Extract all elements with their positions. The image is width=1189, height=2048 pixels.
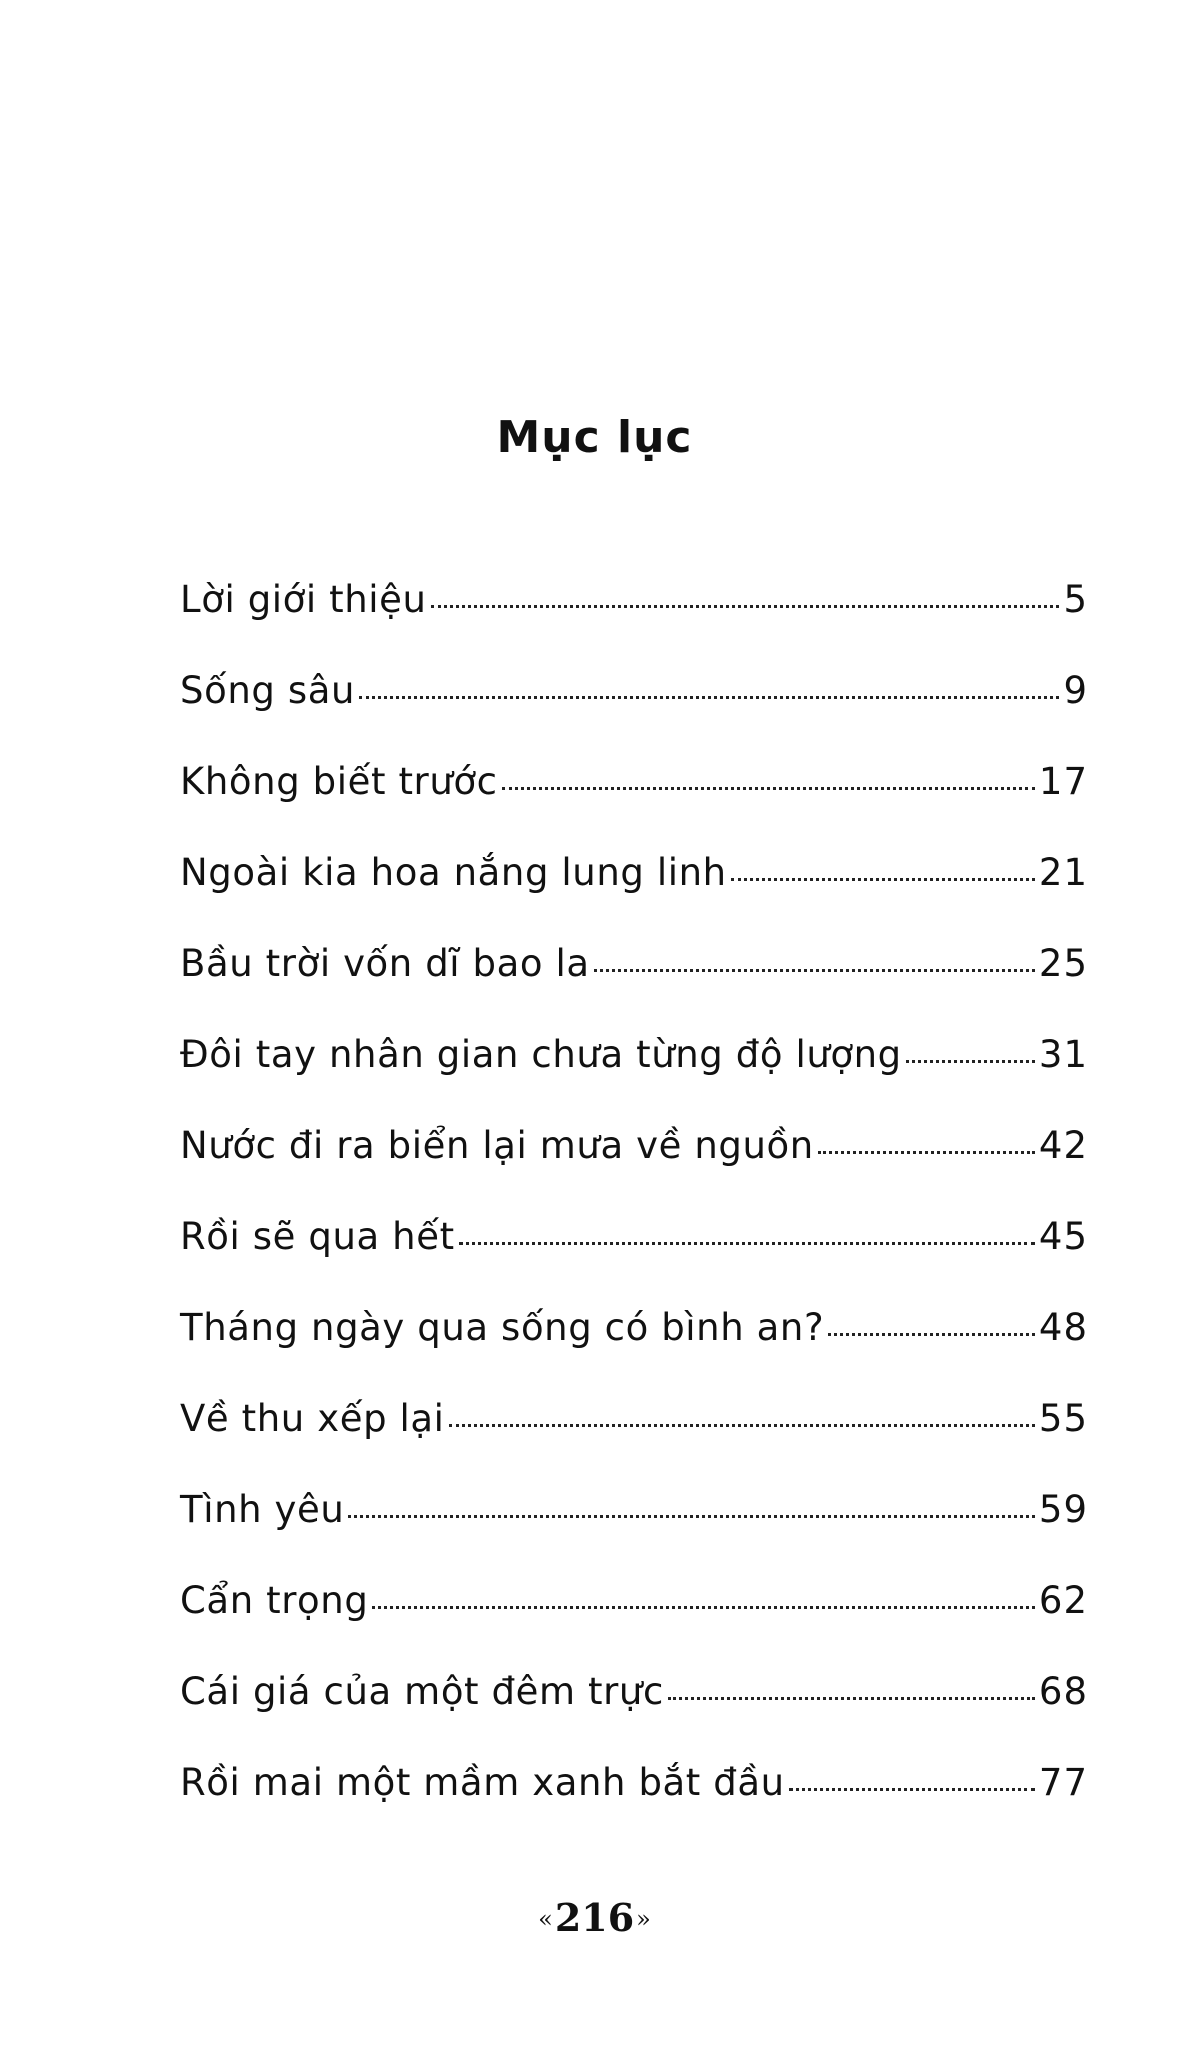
toc-entry-title: Cái giá của một đêm trực (180, 1670, 664, 1713)
toc-entry (180, 1667, 1088, 1758)
toc-entry-title: Nước đi ra biển lại mưa về nguồn (180, 1124, 814, 1167)
toc-entry (180, 1485, 1088, 1576)
toc-entry-page: 17 (1038, 760, 1088, 803)
toc-entry-page: 9 (1063, 669, 1088, 712)
dot-leader (449, 1424, 1035, 1427)
dot-leader (431, 605, 1060, 608)
toc-entry (180, 1758, 1088, 1849)
toc-entry (180, 1212, 1088, 1303)
toc-entry-title: Ngoài kia hoa nắng lung linh (180, 851, 727, 894)
dot-leader (459, 1242, 1035, 1245)
toc-entry-page: 62 (1038, 1579, 1088, 1622)
dot-leader (906, 1060, 1035, 1063)
page-number: 216 (554, 1895, 635, 1940)
dot-leader (818, 1151, 1035, 1154)
toc-entry-title: Không biết trước (180, 760, 498, 803)
toc-entry-title: Lời giới thiệu (180, 578, 427, 621)
toc-entry (180, 939, 1088, 1030)
toc-entry (180, 1121, 1088, 1212)
toc-title: Mục lục (496, 412, 693, 463)
dot-leader (789, 1788, 1035, 1791)
dot-leader (348, 1515, 1034, 1518)
toc-entry-page: 5 (1063, 578, 1088, 621)
toc-entry-title: Đôi tay nhân gian chưa từng độ lượng (180, 1033, 902, 1076)
page-number-footer (0, 1895, 1189, 1940)
dot-leader (502, 787, 1035, 790)
dot-leader (594, 969, 1035, 972)
dot-leader (828, 1333, 1035, 1336)
toc-entry (180, 1576, 1088, 1667)
toc-entry (180, 1030, 1088, 1121)
toc-entry-page: 48 (1038, 1306, 1088, 1349)
toc-entry-page: 31 (1038, 1033, 1088, 1076)
table-of-contents (180, 575, 1088, 1849)
toc-entry-page: 25 (1038, 942, 1088, 985)
toc-entry-title: Cẩn trọng (180, 1579, 369, 1622)
toc-entry-title: Tình yêu (180, 1488, 345, 1531)
dot-leader (359, 696, 1059, 699)
toc-entry (180, 1394, 1088, 1485)
toc-entry-page: 21 (1038, 851, 1088, 894)
toc-entry-page: 68 (1038, 1670, 1088, 1713)
toc-entry-title: Về thu xếp lại (180, 1397, 445, 1440)
dot-leader (372, 1606, 1034, 1609)
toc-entry (180, 848, 1088, 939)
toc-entry (180, 757, 1088, 848)
toc-entry-title: Bầu trời vốn dĩ bao la (180, 942, 590, 985)
ornament-right: » (636, 1905, 651, 1933)
toc-entry (180, 575, 1088, 666)
toc-entry-title: Rồi mai một mầm xanh bắt đầu (180, 1761, 785, 1804)
toc-entry (180, 666, 1088, 757)
toc-entry-title: Sống sâu (180, 669, 356, 712)
toc-entry-page: 42 (1038, 1124, 1088, 1167)
toc-entry-page: 55 (1038, 1397, 1088, 1440)
toc-entry-title: Tháng ngày qua sống có bình an? (180, 1306, 825, 1349)
toc-entry-title: Rồi sẽ qua hết (180, 1215, 455, 1258)
toc-entry (180, 1303, 1088, 1394)
ornament-left: « (538, 1905, 553, 1933)
dot-leader (668, 1697, 1035, 1700)
dot-leader (731, 878, 1035, 881)
toc-entry-page: 45 (1038, 1215, 1088, 1258)
toc-entry-page: 77 (1038, 1761, 1088, 1804)
toc-entry-page: 59 (1038, 1488, 1088, 1531)
